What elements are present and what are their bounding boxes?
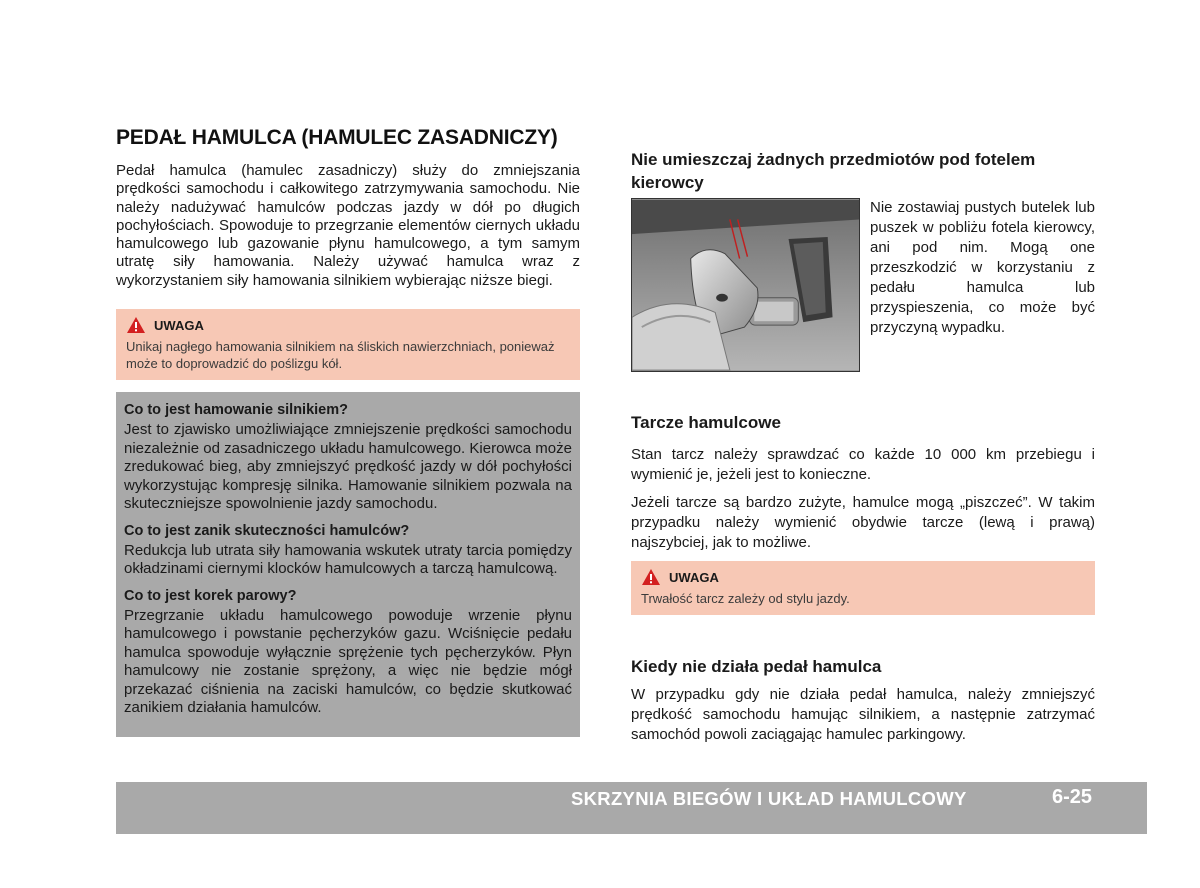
warning-text: Trwałość tarcz zależy od stylu jazdy. — [641, 591, 850, 606]
pedal-failure-paragraph: W przypadku gdy nie działa pedał hamulca, należy zmniejszyć prędkość samochodu hamując silnikiem, a następnie zatrzymać samochód powoli zaciągając hamulec parkingowy. — [631, 686, 1095, 743]
intro-paragraph: Pedał hamulca (hamulec zasadniczy) służy do zmniejszania prędkości samochodu i całkowitego zatrzymywania samochodu. Nie należy nadużywać hamulców podczas jazdy w dół po długich pochyłościach. Spowoduje to przegrzanie elementów ciernych układu hamulcowego lub gazowanie płynu hamulcowego, a tym samym utratę siły hamowania. Należy używać hamulca wraz z wykorzystaniem siły hamowania silnikiem wybierając niższe biegi. — [116, 162, 580, 289]
warning-label: UWAGA — [669, 569, 719, 585]
warning-triangle-icon — [641, 568, 661, 586]
brake-discs-paragraph-1: Stan tarcz należy sprawdzać co każde 10 000 km przebiegu i wymienić je, jeżeli jest to konieczne. — [631, 446, 1095, 483]
faq-answer: Przegrzanie układu hamulcowego powoduje wrzenie płynu hamulcowego i powstanie pęcherzyków gazu. Wciśnięcie pedału hamulca spowoduje wyłącznie sprężenie tych pęcherzyków. Płyn hamulcowy nie zostanie sprężony, a więc nie będzie mógł przekazać ciśnienia na zaciski hamulców, co będzie skutkować zanikiem działania hamulców. — [124, 606, 572, 717]
warning-triangle-icon — [126, 316, 146, 334]
under-seat-row — [631, 198, 1095, 372]
section-title-under-seat: Nie umieszczaj żadnych przedmiotów pod fotelem kierowcy — [631, 150, 1036, 192]
faq-question: Co to jest hamowanie silnikiem? — [124, 402, 348, 419]
faq-answer: Jest to zjawisko umożliwiające zmniejszenie prędkości samochodu niezależnie od zasadniczego układu hamulcowego. Kierowca może zredukować bieg, aby zmniejszyć prędkość jazdy w dół pochyłości wykorzystując kompresję silnika. Hamowanie silnikiem pozwala na skuteczniejsze spowolnienie jazdy samochodu. — [124, 421, 572, 513]
page-title: PEDAŁ HAMULCA (HAMULEC ZASADNICZY) — [116, 126, 558, 149]
warning-label: UWAGA — [154, 317, 204, 333]
warning-header — [641, 568, 1085, 586]
chapter-title: SKRZYNIA BIEGÓW I UKŁAD HAMULCOWY — [571, 788, 967, 809]
faq-box — [116, 392, 580, 737]
warning-text: Unikaj nagłego hamowania silnikiem na śliskich nawierzchniach, ponieważ może to doprowadzić do poślizgu kół. — [126, 339, 555, 372]
right-column — [631, 148, 1095, 753]
warning-box-disc-wear — [631, 561, 1095, 615]
under-seat-text: Nie zostawiaj pustych butelek lub puszek w pobliżu fotela kierowcy, ani pod nim. Mogą one przeszkodzić w korzystaniu z pedału hamulca lub przyspieszenia, co może być przyczyną wypadku. — [869, 199, 1095, 336]
faq-question: Co to jest korek parowy? — [124, 587, 297, 604]
section-title-brake-discs: Tarcze hamulcowe — [631, 413, 781, 432]
section-title-pedal-failure: Kiedy nie działa pedał hamulca — [631, 657, 882, 676]
warning-box-engine-braking — [116, 309, 580, 380]
faq-answer: Redukcja lub utrata siły hamowania wskutek utraty tarcia pomiędzy okładzinami ciernymi klocków hamulcowych a tarczą hamulcową. — [124, 541, 572, 578]
left-column — [116, 126, 580, 737]
page-number: 6-25 — [1052, 786, 1093, 808]
warning-header — [126, 316, 570, 334]
brake-discs-paragraph-2: Jeżeli tarcze są bardzo zużyte, hamulce mogą „piszczeć”. W takim przypadku należy wymienić obydwie tarcze (lewą i prawą) najszybciej, jak to możliwe. — [631, 494, 1095, 551]
faq-question: Co to jest zanik skuteczności hamulców? — [124, 522, 410, 539]
pedal-photo — [631, 198, 860, 372]
